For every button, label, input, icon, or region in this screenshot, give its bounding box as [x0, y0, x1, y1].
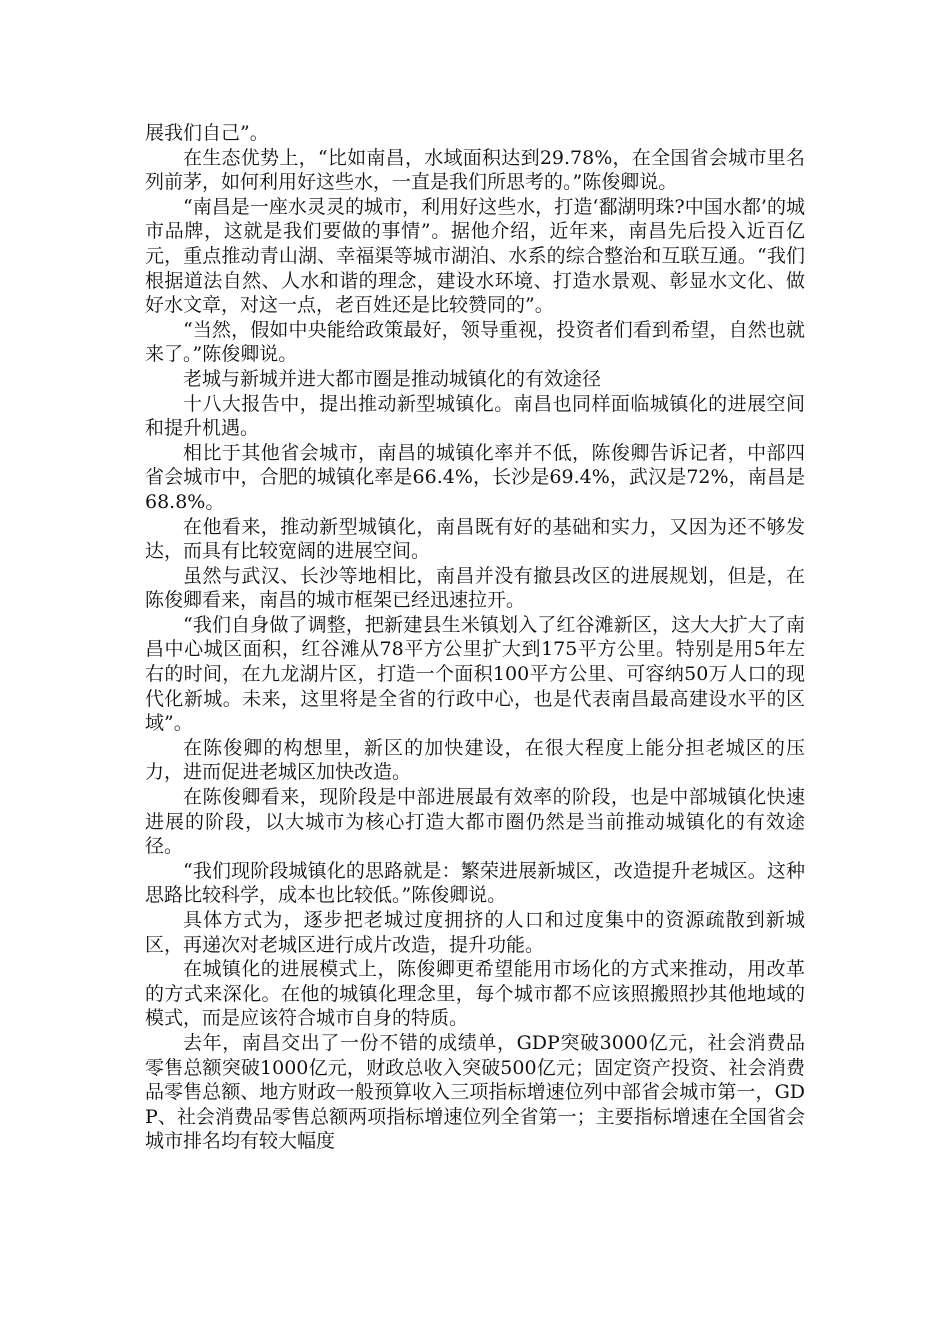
- paragraph-13: “我们现阶段城镇化的思路就是：繁荣进展新城区，改造提升老城区。这种思路比较科学，成本也比较低。”陈俊卿说。: [145, 859, 805, 907]
- paragraph-11: 在陈俊卿的构想里，新区的加快建设，在很大程度上能分担老城区的压力，进而促进老城区加快改造。: [145, 736, 805, 784]
- paragraph-10: “我们自身做了调整，把新建县生米镇划入了红谷滩新区，这大大扩大了南昌中心城区面积，红谷滩从78平方公里扩大到175平方公里。特别是用5年左右的时间，在九龙湖片区，打造一个面积100平方公里、可容纳50万人口的现代化新城。未来，这里将是全省的行政中心，也是代表南昌最高建设水平的区域”。: [145, 613, 805, 735]
- paragraph-9: 虽然与武汉、长沙等地相比，南昌并没有撤县改区的进展规划，但是，在陈俊卿看来，南昌的城市框架已经迅速拉开。: [145, 564, 805, 612]
- paragraph-15: 在城镇化的进展模式上，陈俊卿更希望能用市场化的方式来推动，用改革的方式来深化。在他的城镇化理念里，每个城市都不应该照搬照抄其他地域的模式，而是应该符合城市自身的特质。: [145, 958, 805, 1030]
- paragraph-2: 在生态优势上，“比如南昌，水域面积达到29.78%，在全国省会城市里名列前茅，如何利用好这些水，一直是我们所思考的。”陈俊卿说。: [145, 146, 805, 194]
- paragraph-4: “当然，假如中央能给政策最好，领导重视，投资者们看到希望，自然也就来了。”陈俊卿说。: [145, 318, 805, 366]
- paragraph-7: 相比于其他省会城市，南昌的城镇化率并不低，陈俊卿告诉记者，中部四省会城市中，合肥的城镇化率是66.4%，长沙是69.4%，武汉是72%，南昌是68.8%。: [145, 441, 805, 513]
- paragraph-6: 十八大报告中，提出推动新型城镇化。南昌也同样面临城镇化的进展空间和提升机遇。: [145, 392, 805, 440]
- article-body: [145, 121, 805, 1154]
- paragraph-16: 去年，南昌交出了一份不错的成绩单，GDP突破3000亿元，社会消费品零售总额突破1000亿元，财政总收入突破500亿元；固定资产投资、社会消费品零售总额、地方财政一般预算收入三项指标增速位列中部省会城市第一，GDP、社会消费品零售总额两项指标增速位列全省第一；主要指标增速在全国省会城市排名均有较大幅度: [145, 1031, 805, 1153]
- paragraph-8: 在他看来，推动新型城镇化，南昌既有好的基础和实力，又因为还不够发达，而具有比较宽阔的进展空间。: [145, 515, 805, 563]
- paragraph-3: “南昌是一座水灵灵的城市，利用好这些水，打造‘鄱湖明珠?中国水都’的城市品牌，这就是我们要做的事情”。据他介绍，近年来，南昌先后投入近百亿元，重点推动青山湖、幸福渠等城市湖泊、水系的综合整治和互联互通。“我们根据道法自然、人水和谐的理念，建设水环境、打造水景观、彰显水文化、做好水文章，对这一点，老百姓还是比较赞同的”。: [145, 195, 805, 317]
- paragraph-14: 具体方式为，逐步把老城过度拥挤的人口和过度集中的资源疏散到新城区，再递次对老城区进行成片改造，提升功能。: [145, 909, 805, 956]
- section-heading: 老城与新城并进大都市圈是推动城镇化的有效途径: [183, 367, 602, 390]
- paragraph-12: 在陈俊卿看来，现阶段是中部进展最有效率的阶段，也是中部城镇化快速进展的阶段，以大城市为核心打造大都市圈仍然是当前推动城镇化的有效途径。: [145, 786, 805, 858]
- paragraph-1: 展我们自己”。: [145, 122, 269, 144]
